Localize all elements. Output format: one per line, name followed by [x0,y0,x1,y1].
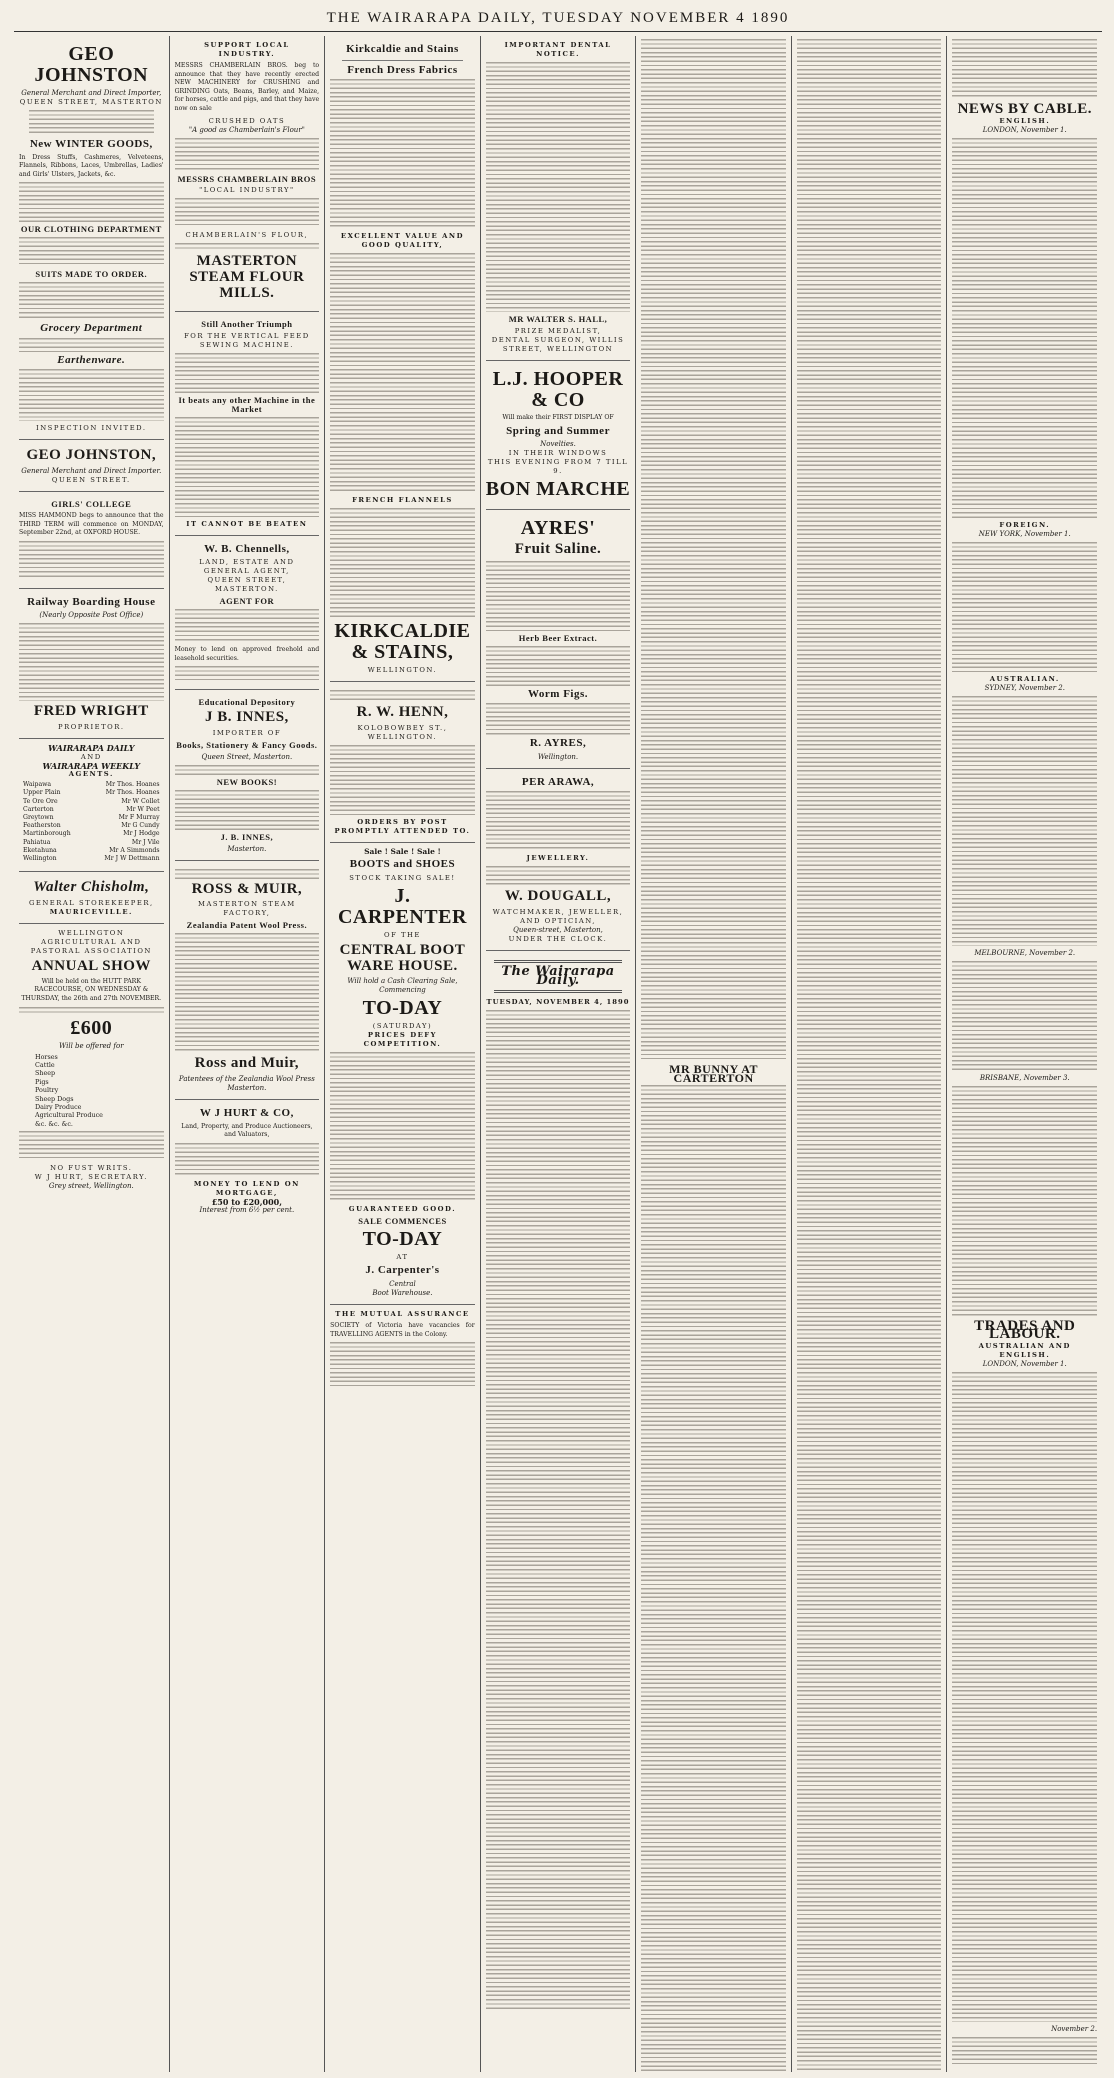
ayres2-address: Wellington. [537,752,579,761]
prize-item: Poultry [35,1086,59,1095]
johnston2-title: GEO JOHNSTON, [26,447,157,464]
ayres2-title: R. AYRES, [529,737,587,750]
johnston-address: QUEEN STREET, MASTERTON [19,98,163,106]
johnston-ad [19,36,164,440]
innes-sub: IMPORTER OF [212,728,282,737]
ross-sub: MASTERTON STEAM FACTORY, [197,900,296,918]
henn-ad [330,682,475,843]
crushed-oats: CRUSHED OATS [208,116,286,125]
show-ad [19,924,164,1197]
gamble-head: MESSRS CHAMBERLAIN BROS [177,173,317,184]
local-industry: "LOCAL INDUSTRY" [199,186,295,195]
agent-name: Mr W Peet [126,805,160,813]
johnston-subtitle: General Merchant and Direct Importer, [21,89,162,97]
melbourne-dateline: MELBOURNE, November 2. [974,948,1076,957]
column-2 [170,36,326,2072]
trades-dateline: LONDON, November 1. [982,1359,1067,1368]
sewing-ad [175,312,320,536]
agent-row [23,855,160,863]
cable-heading: NEWS BY CABLE. [957,101,1092,117]
secretary: W J HURT, SECRETARY. [34,1173,148,1182]
agent-name: Mr J Hodge [123,830,160,838]
hurt-text: Land, Property, and Produce Auctioneers, and Valuators, [181,1122,313,1139]
cannot-beat: IT CANNOT BE BEATEN [186,519,308,528]
grocery-dept: Grocery Department [40,322,143,335]
prize-item: Cattle [35,1060,55,1069]
prize-amount: £600 [70,1016,113,1039]
agent-name: Mr J Vile [131,838,160,846]
will-hold: Will hold a Cash Clearing Sale, [347,977,458,986]
johnston2-address: QUEEN STREET. [51,476,131,485]
prize-item: Horses [35,1052,58,1061]
agent-row [23,847,160,855]
johnston-winter-goods: New WINTER GOODS, [29,138,153,150]
daily-and: AND [80,752,102,761]
girls-college-title: GIRLS' COLLEGE [51,499,132,510]
agent-row [23,822,160,830]
kirkcaldie-address: WELLINGTON. [367,666,438,675]
kirkcaldie-title: Kirkcaldie and Stains [346,43,459,55]
spring-summer: Spring and Summer [506,424,610,437]
railway-proprietor: FRED WRIGHT [33,703,149,720]
chennells-title: W. B. Chennells, [204,542,290,555]
innes-books: Books, Stationery & Fancy Goods. [176,739,318,750]
railway-ad [19,589,164,739]
final-dateline: November 2. [1051,2024,1098,2033]
agent-place: Martinborough [23,830,71,838]
boots-shoes: BOOTS and SHOES [349,858,456,871]
college-text: MISS HAMMOND begs to announce that the THIRD TERM will commence on MONDAY, September 22nd, at OXFORD HOUSE. [19,511,164,537]
still-sub: FOR THE VERTICAL FEED SEWING MACHINE. [184,331,310,349]
worm-figs: Worm Figs. [528,687,589,700]
daily-title: WAIRARAPA DAILY [48,743,135,754]
gamble-text: MESSRS CHAMBERLAIN BROS. beg to announce that they have recently erected NEW MACHINERY for CRUSHING and GRINDING Oats, Beans, Barley, and Maize, for horses, cattle and pigs, and that they have now on sale [174,62,320,112]
agent-place: Carterton [23,805,54,813]
ross-ad [175,861,320,1100]
dougall-address: Queen-street, Masterton, [513,926,603,935]
interest: Interest from 6½ per cent. [199,1206,295,1215]
show-association: WELLINGTON AGRICULTURAL AND PASTORAL ASSOCIATION [30,928,152,955]
ross-title: ROSS & MUIR, [191,880,303,897]
support-ad [175,36,320,312]
dougall-title: W. DOUGALL, [504,888,612,905]
masthead-title [327,10,790,27]
money-amount: £50 to £20,000, [211,1196,282,1207]
prize-item: Pigs [35,1077,49,1086]
evening: THIS EVENING FROM 7 TILL 9. [487,458,629,476]
masterton-mills: MASTERTON STEAM FLOUR MILLS. [189,253,305,301]
agent-row [23,781,160,789]
agent-place: Eketahuna [23,846,57,854]
foreign-heading: FOREIGN. [999,520,1051,529]
ross2-address: Masterton. [227,1084,267,1093]
australian-heading: AUSTRALIAN. [989,674,1060,683]
railway-proprietor-role: PROPRIETOR. [58,723,125,732]
hooper-title: L.J. HOOPER & CO [492,367,624,411]
secretary-address: Grey street, Wellington. [48,1182,134,1191]
support-head: SUPPORT LOCAL INDUSTRY. [204,41,290,58]
suits-made: SUITS MADE TO ORDER. [35,269,148,280]
chennells-sub: LAND, ESTATE AND GENERAL AGENT, [199,558,295,576]
agent-name: Mr J W Dettmann [104,855,160,863]
cable-dateline: LONDON, November 1. [982,125,1067,134]
agent-for: AGENT FOR [219,596,275,607]
masthead-date: TUESDAY NOVEMBER 4 1890 [542,10,790,26]
edu-depository: Educational Depository [198,697,296,708]
agent-row [23,806,160,814]
of-the: OF THE [384,930,421,939]
agents-heading: AGENTS. [68,770,114,779]
agent-name: Mr W Collet [121,797,160,805]
mutual-text: SOCIETY of Victoria have vacancies for TRAVELLING AGENTS in the Colony. [330,1321,475,1338]
agent-place: Upper Plain [23,789,61,797]
kirkcaldie-ad [330,36,475,682]
agents-list [23,781,160,863]
herb-beer: Herb Beer Extract. [518,632,598,643]
kirkcaldie-stains: KIRKCALDIE & STAINS, [334,620,471,664]
hooper-ad [486,361,631,510]
agent-place: Greytown [23,814,54,822]
novelties: Novelties. [540,440,576,449]
ayres-ad [486,510,631,769]
prize-item: Sheep Dogs [35,1094,74,1103]
prize-list [35,1053,148,1129]
ross2-title: Ross and Muir, [194,1055,300,1072]
at: AT [396,1253,409,1262]
sale-banner: Sale ! Sale ! Sale ! [364,846,441,856]
french-dress-fabrics: French Dress Fabrics [347,63,458,76]
agent-name: Mr F Murray [118,814,160,822]
central-2: Central [389,1279,416,1288]
under-clock: UNDER THE CLOCK. [508,935,608,944]
agent-name: Mr Thos. Hoanes [105,789,160,797]
johnston2-subtitle: General Merchant and Direct Importer. [21,467,162,476]
zealandia-press: Zealandia Patent Wool Press. [186,920,308,931]
paper-date: TUESDAY, NOVEMBER 4, 1890 [486,998,630,1007]
no-fust: NO FUST WRITS. [50,1164,133,1173]
new-york-dateline: NEW YORK, November 1. [978,529,1071,538]
bon-marche: BON MARCHE [485,478,631,501]
carpenter-title: J. CARPENTER [337,884,467,928]
chisholm-title: Walter Chisholm, [33,879,150,896]
prices-defy: PRICES DEFY COMPETITION. [363,1031,442,1049]
column-4 [481,36,637,2072]
stock-taking: STOCK TAKING SALE! [349,873,456,882]
innes-title: J B. INNES, [204,709,289,726]
money-to-lend: MONEY TO LEND ON MORTGAGE, [193,1179,300,1197]
railway-subtitle: (Nearly Opposite Post Office) [39,611,144,620]
girls-college-ad [19,492,164,589]
trades-sub: AUSTRALIAN AND ENGLISH. [978,1341,1071,1359]
carpenters: J. Carpenter's [365,1264,440,1277]
new-books: NEW BOOKS! [216,776,278,787]
agent-row [23,798,160,806]
sydney-dateline: SYDNEY, November 2. [984,683,1065,692]
today: TO-DAY [362,997,443,1020]
columns [14,36,1102,2072]
agents-ad [19,739,164,872]
per-arawa: PER ARAWA, [521,775,595,788]
railway-title: Railway Boarding House [27,595,156,608]
agent-place: Te Ore Ore [23,797,58,805]
mutual-head: THE MUTUAL ASSURANCE [335,1309,470,1318]
clothing-dept: OUR CLOTHING DEPARTMENT [20,224,162,235]
today-sub: (SATURDAY) [372,1022,433,1031]
carpenter-ad [330,843,475,1305]
henn-address: KOLOBOWBEY ST., WELLINGTON. [357,723,448,741]
agent-name: Mr Thos. Hoanes [105,781,160,789]
trades-heading: TRADES AND LABOUR. [974,1317,1076,1343]
jewellery: JEWELLERY. [526,854,590,863]
hurt-ad [175,1100,320,1221]
earthenware: Earthenware. [57,353,126,366]
agent-row [23,839,160,847]
commencing: Commencing [379,986,426,995]
sale-commences: SALE COMMENCES [358,1216,447,1227]
orders-by-post: ORDERS BY POST PROMPTLY ATTENDED TO. [334,817,471,835]
agent-place: Waipawa [23,781,52,789]
column-6 [792,36,948,2072]
beats-market: It beats any other Machine in the Market [178,394,316,414]
agent-row [23,789,160,797]
innes2-title: J. B. INNES, [220,831,274,842]
chisholm-place: MAURICEVILLE. [49,907,133,916]
agent-place: Featherston [23,822,61,830]
french-flannels: FRENCH FLANNELS [352,496,453,505]
windows: IN THEIR WINDOWS [508,449,608,458]
prize-item: Agricultural Produce [35,1111,103,1120]
innes-ad [175,690,320,860]
boot-warehouse: Boot Warehouse. [372,1288,433,1297]
brisbane-dateline: BRISBANE, November 3. [979,1073,1070,1082]
henn-title: R. W. HENN, [356,704,449,721]
prize-item: &c. &c. &c. [35,1119,73,1128]
flour-head: CHAMBERLAIN'S FLOUR, [185,231,309,240]
show-where: Will be held on the HUTT PARK RACECOURSE, ON WEDNESDAY & THURSDAY, the 26th and 27th NOVEMBER. [21,977,162,1002]
innes2-address: Masterton. [227,844,267,853]
guaranteed-good: GUARANTEED GOOD. [348,1205,457,1214]
innes-address: Queen Street, Masterton. [201,752,293,761]
weekly-title: WAIRARAPA WEEKLY [42,760,141,771]
hooper-text: Will make their FIRST DISPLAY OF [502,413,614,421]
agent-place: Wellington [23,855,57,863]
prize-item: Sheep [35,1069,56,1078]
agent-name: Mr G Cundy [121,822,160,830]
flour-quote: "A good as Chamberlain's Flour" [188,125,305,134]
johnston-title: GEO JOHNSTON [34,43,149,86]
prize-sub: Will be offered for [59,1041,124,1050]
ross2-sub: Patentees of the Zealandia Wool Press [178,1075,315,1084]
hall-title: MR WALTER S. HALL, [508,314,608,324]
agent-row [23,814,160,822]
chisholm-ad [19,872,164,924]
editorial [486,951,631,2010]
hall-address: DENTAL SURGEON, WILLIS STREET, WELLINGTON [491,335,625,353]
paper-title: The Wairarapa Daily. [501,964,615,988]
hall-sub: PRIZE MEDALIST, [514,326,602,335]
johnston-items: In Dress Stuffs, Cashmeres, Velveteens, Flannels, Ribbons, Laces, Umbrellas, Ladies' and Girls' Ulsters, Jackets, &c. [19,153,164,178]
central-boot: CENTRAL BOOT WARE HOUSE. [339,941,466,974]
dental-ad [486,36,631,361]
mutual-ad [330,1305,475,1395]
johnston-ad-2 [19,440,164,492]
masthead [14,6,1102,32]
today-2: TO-DAY [362,1228,443,1251]
money-text: Money to lend on approved freehold and leasehold securities. [174,645,320,662]
chennells-address: QUEEN STREET, MASTERTON. [207,576,287,594]
show-title: ANNUAL SHOW [31,957,151,974]
column-3 [325,36,481,2072]
dental-notice: IMPORTANT DENTAL NOTICE. [504,41,612,58]
bunny-heading: MR BUNNY AT CARTERTON [669,1062,759,1085]
masthead-paper-name: THE WAIRARAPA DAILY, [326,10,537,26]
inspection-invited: INSPECTION INVITED. [36,424,147,433]
still-triumph: Still Another Triumph [201,318,293,329]
agent-place: Pahiatua [23,838,51,846]
chennells-ad [175,536,320,691]
prize-item: Dairy Produce [35,1102,82,1111]
dougall-sub: WATCHMAKER, JEWELLER, AND OPTICIAN, [492,908,624,926]
column-5 [636,36,792,2072]
column-1 [14,36,170,2072]
column-7 [947,36,1102,2072]
hurt-title: W J HURT & CO, [199,1107,294,1120]
excellent-value: EXCELLENT VALUE AND GOOD QUALITY, [340,232,464,250]
dougall-ad [486,769,631,951]
cable-english: ENGLISH. [999,116,1051,125]
chisholm-subtitle: GENERAL STOREKEEPER, [28,898,154,907]
fruit-saline: Fruit Saline. [514,541,602,558]
ayres-title: AYRES' [520,517,596,540]
agent-row [23,830,160,838]
agent-name: Mr A Simmonds [109,846,160,854]
